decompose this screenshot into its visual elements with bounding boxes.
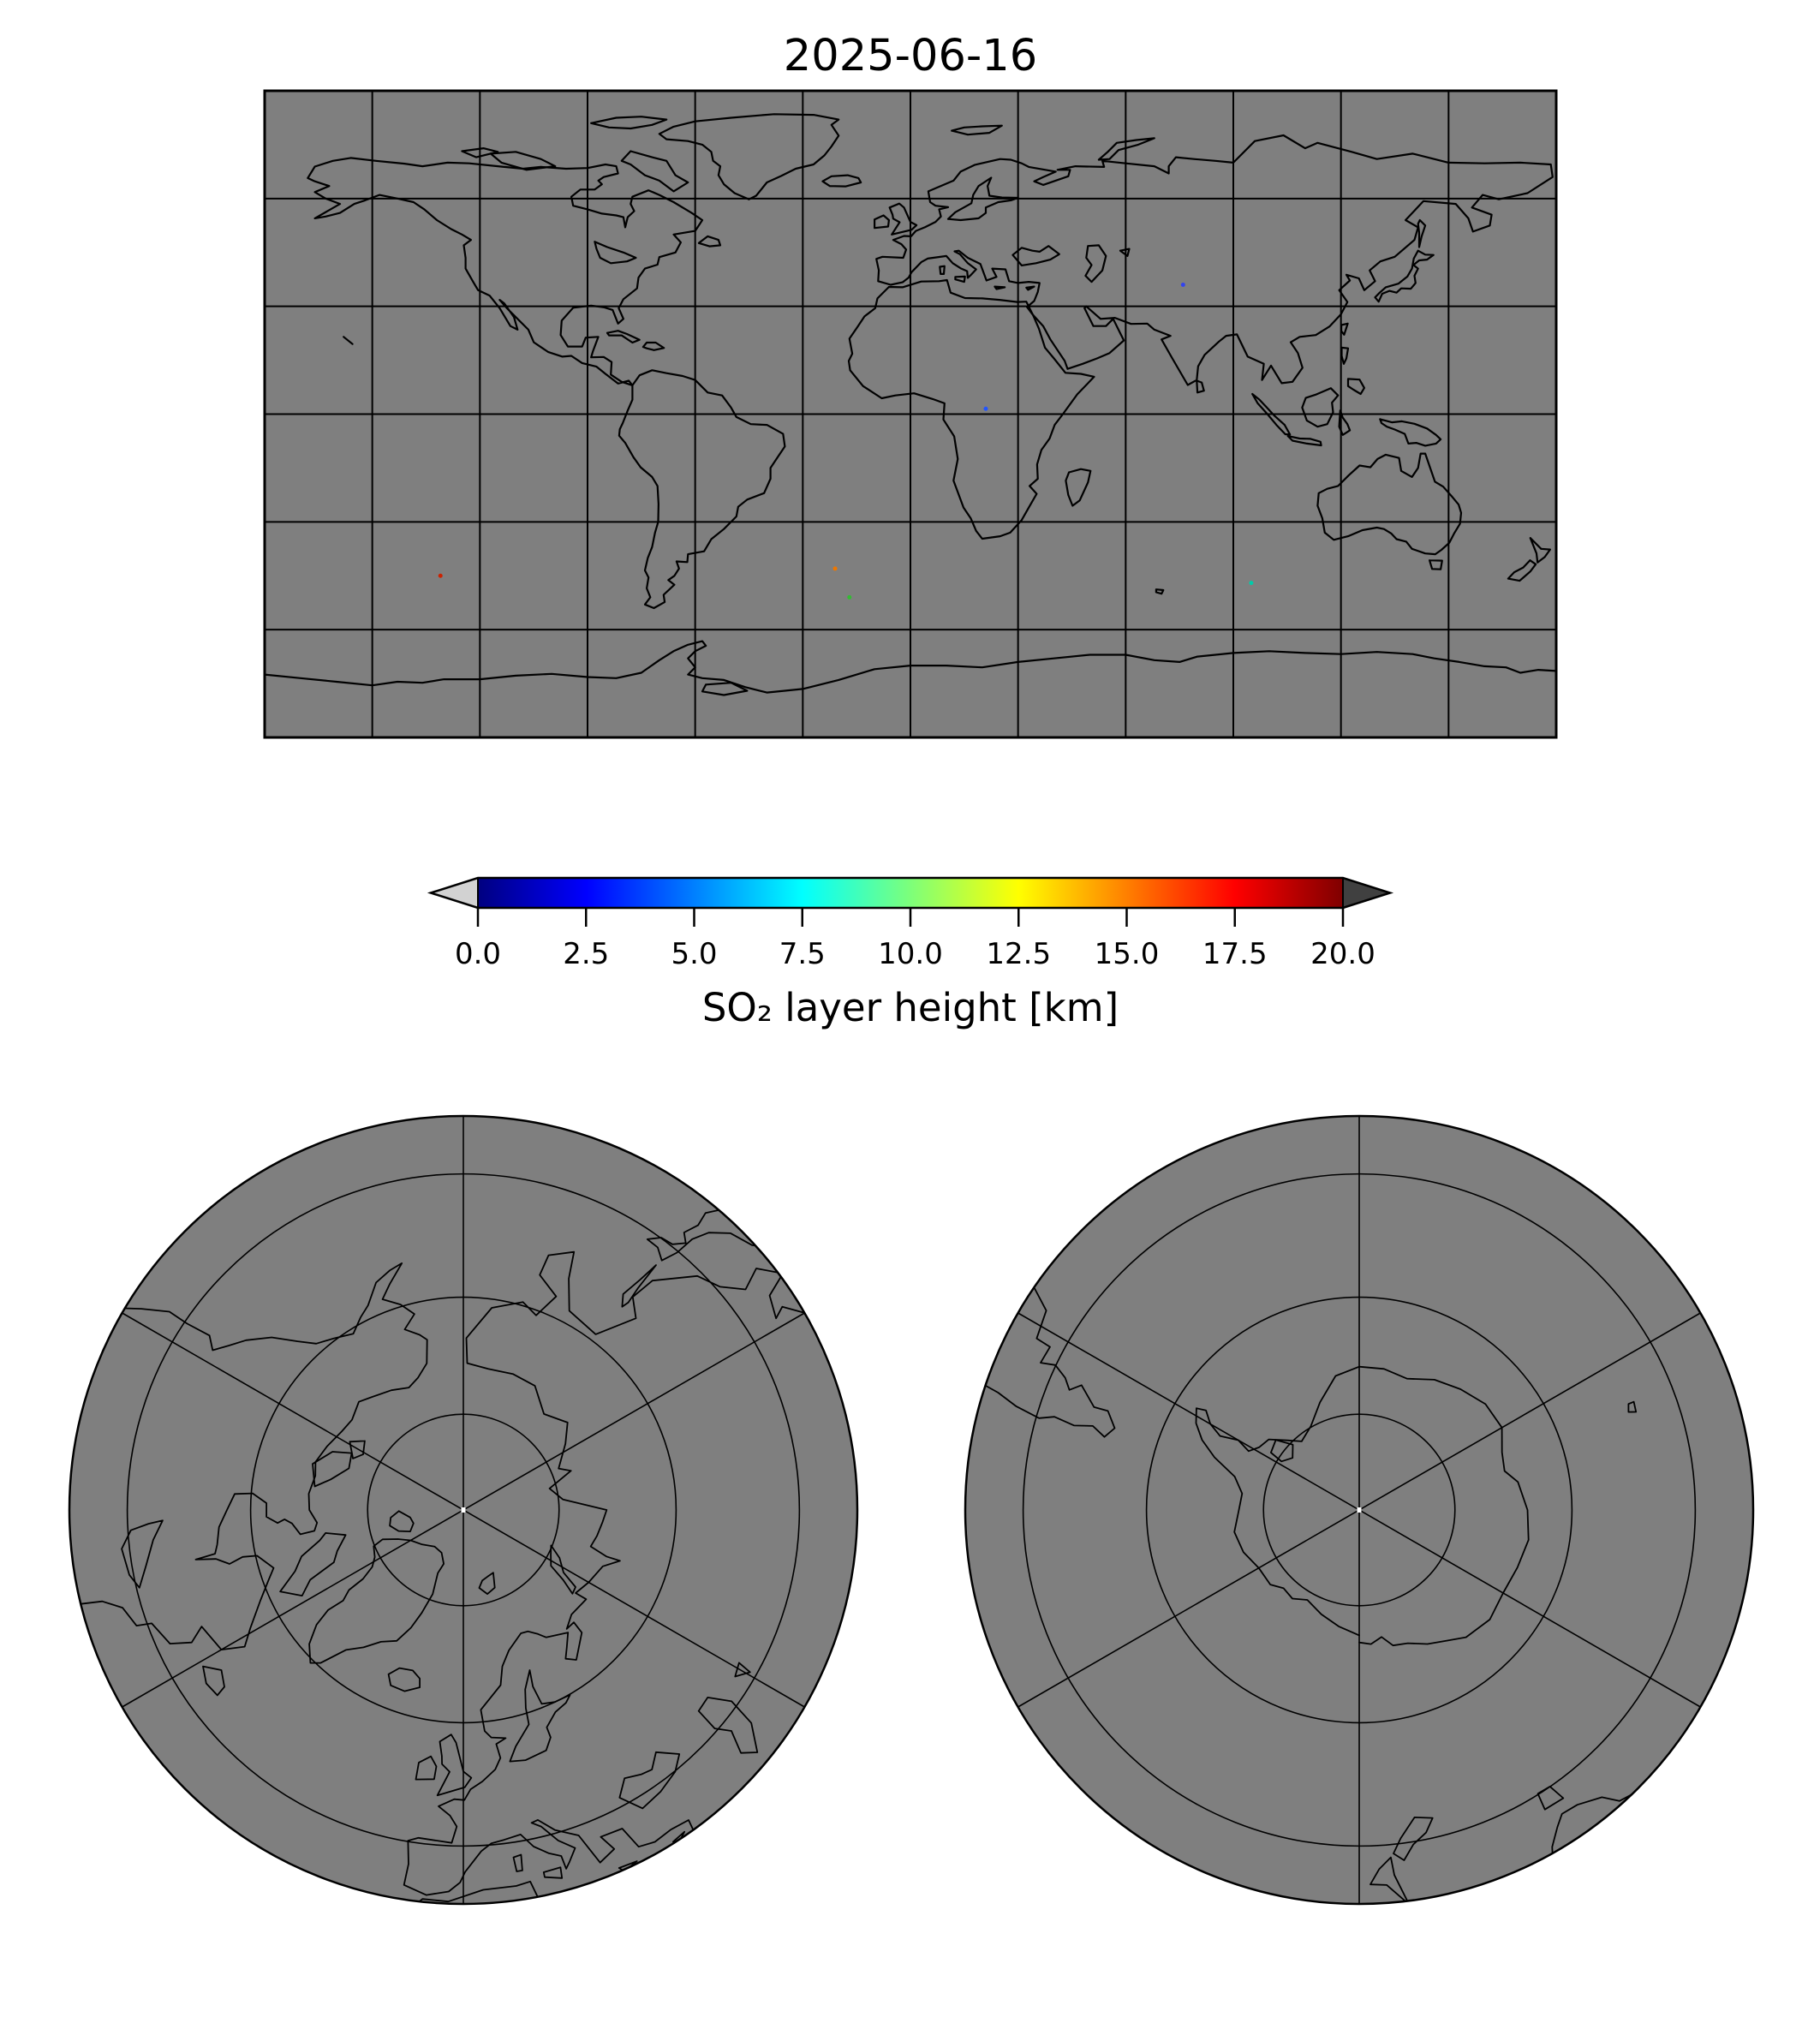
colorbar [431,878,1390,971]
colorbar-tick-label: 0.0 [454,937,502,971]
colorbar-tick-label: 17.5 [1202,937,1268,971]
so2-detection-dot [983,407,988,411]
colorbar-tick-label: 2.5 [563,937,610,971]
coastline-luzon [899,1231,931,1252]
coastline-sulawesi [1017,1146,1055,1193]
colorbar-tick-label: 20.0 [1310,937,1375,971]
coastline-madagascar [1687,1131,1768,1189]
coastline-south-america [0,1615,66,2023]
coastline-africa [1148,809,1820,1149]
colorbar-tick-label: 5.0 [671,937,718,971]
so2-detection-dot [439,574,443,578]
so2-detection-dot [1181,283,1185,287]
so2-detection-dot [847,595,851,600]
coastline-taiwan [857,1260,880,1275]
coastline-new-guinea [1676,1924,1820,2013]
so2-detection-dot [1249,581,1253,585]
colorbar-tick-label: 10.0 [878,937,943,971]
colorbar-tick-label: 15.0 [1094,937,1160,971]
so2-detection-dot [833,566,838,570]
pole-gap-dot [1358,1507,1362,1513]
main-world-map [265,91,1556,737]
pole-gap-dot [462,1507,466,1513]
colorbar-tick-label: 7.5 [779,937,826,971]
colorbar-gradient [478,878,1343,908]
figure-title: 2025-06-16 [783,31,1038,81]
north-polar-map [0,922,1132,2023]
coastline-hawaii [254,1051,280,1055]
colorbar-over-arrow [1343,878,1390,908]
colorbar-under-arrow [431,878,478,908]
colorbar-label: SO₂ layer height [km] [701,985,1119,1030]
colorbar-tick-label: 12.5 [986,937,1052,971]
coastline-mindanao [934,1158,964,1206]
